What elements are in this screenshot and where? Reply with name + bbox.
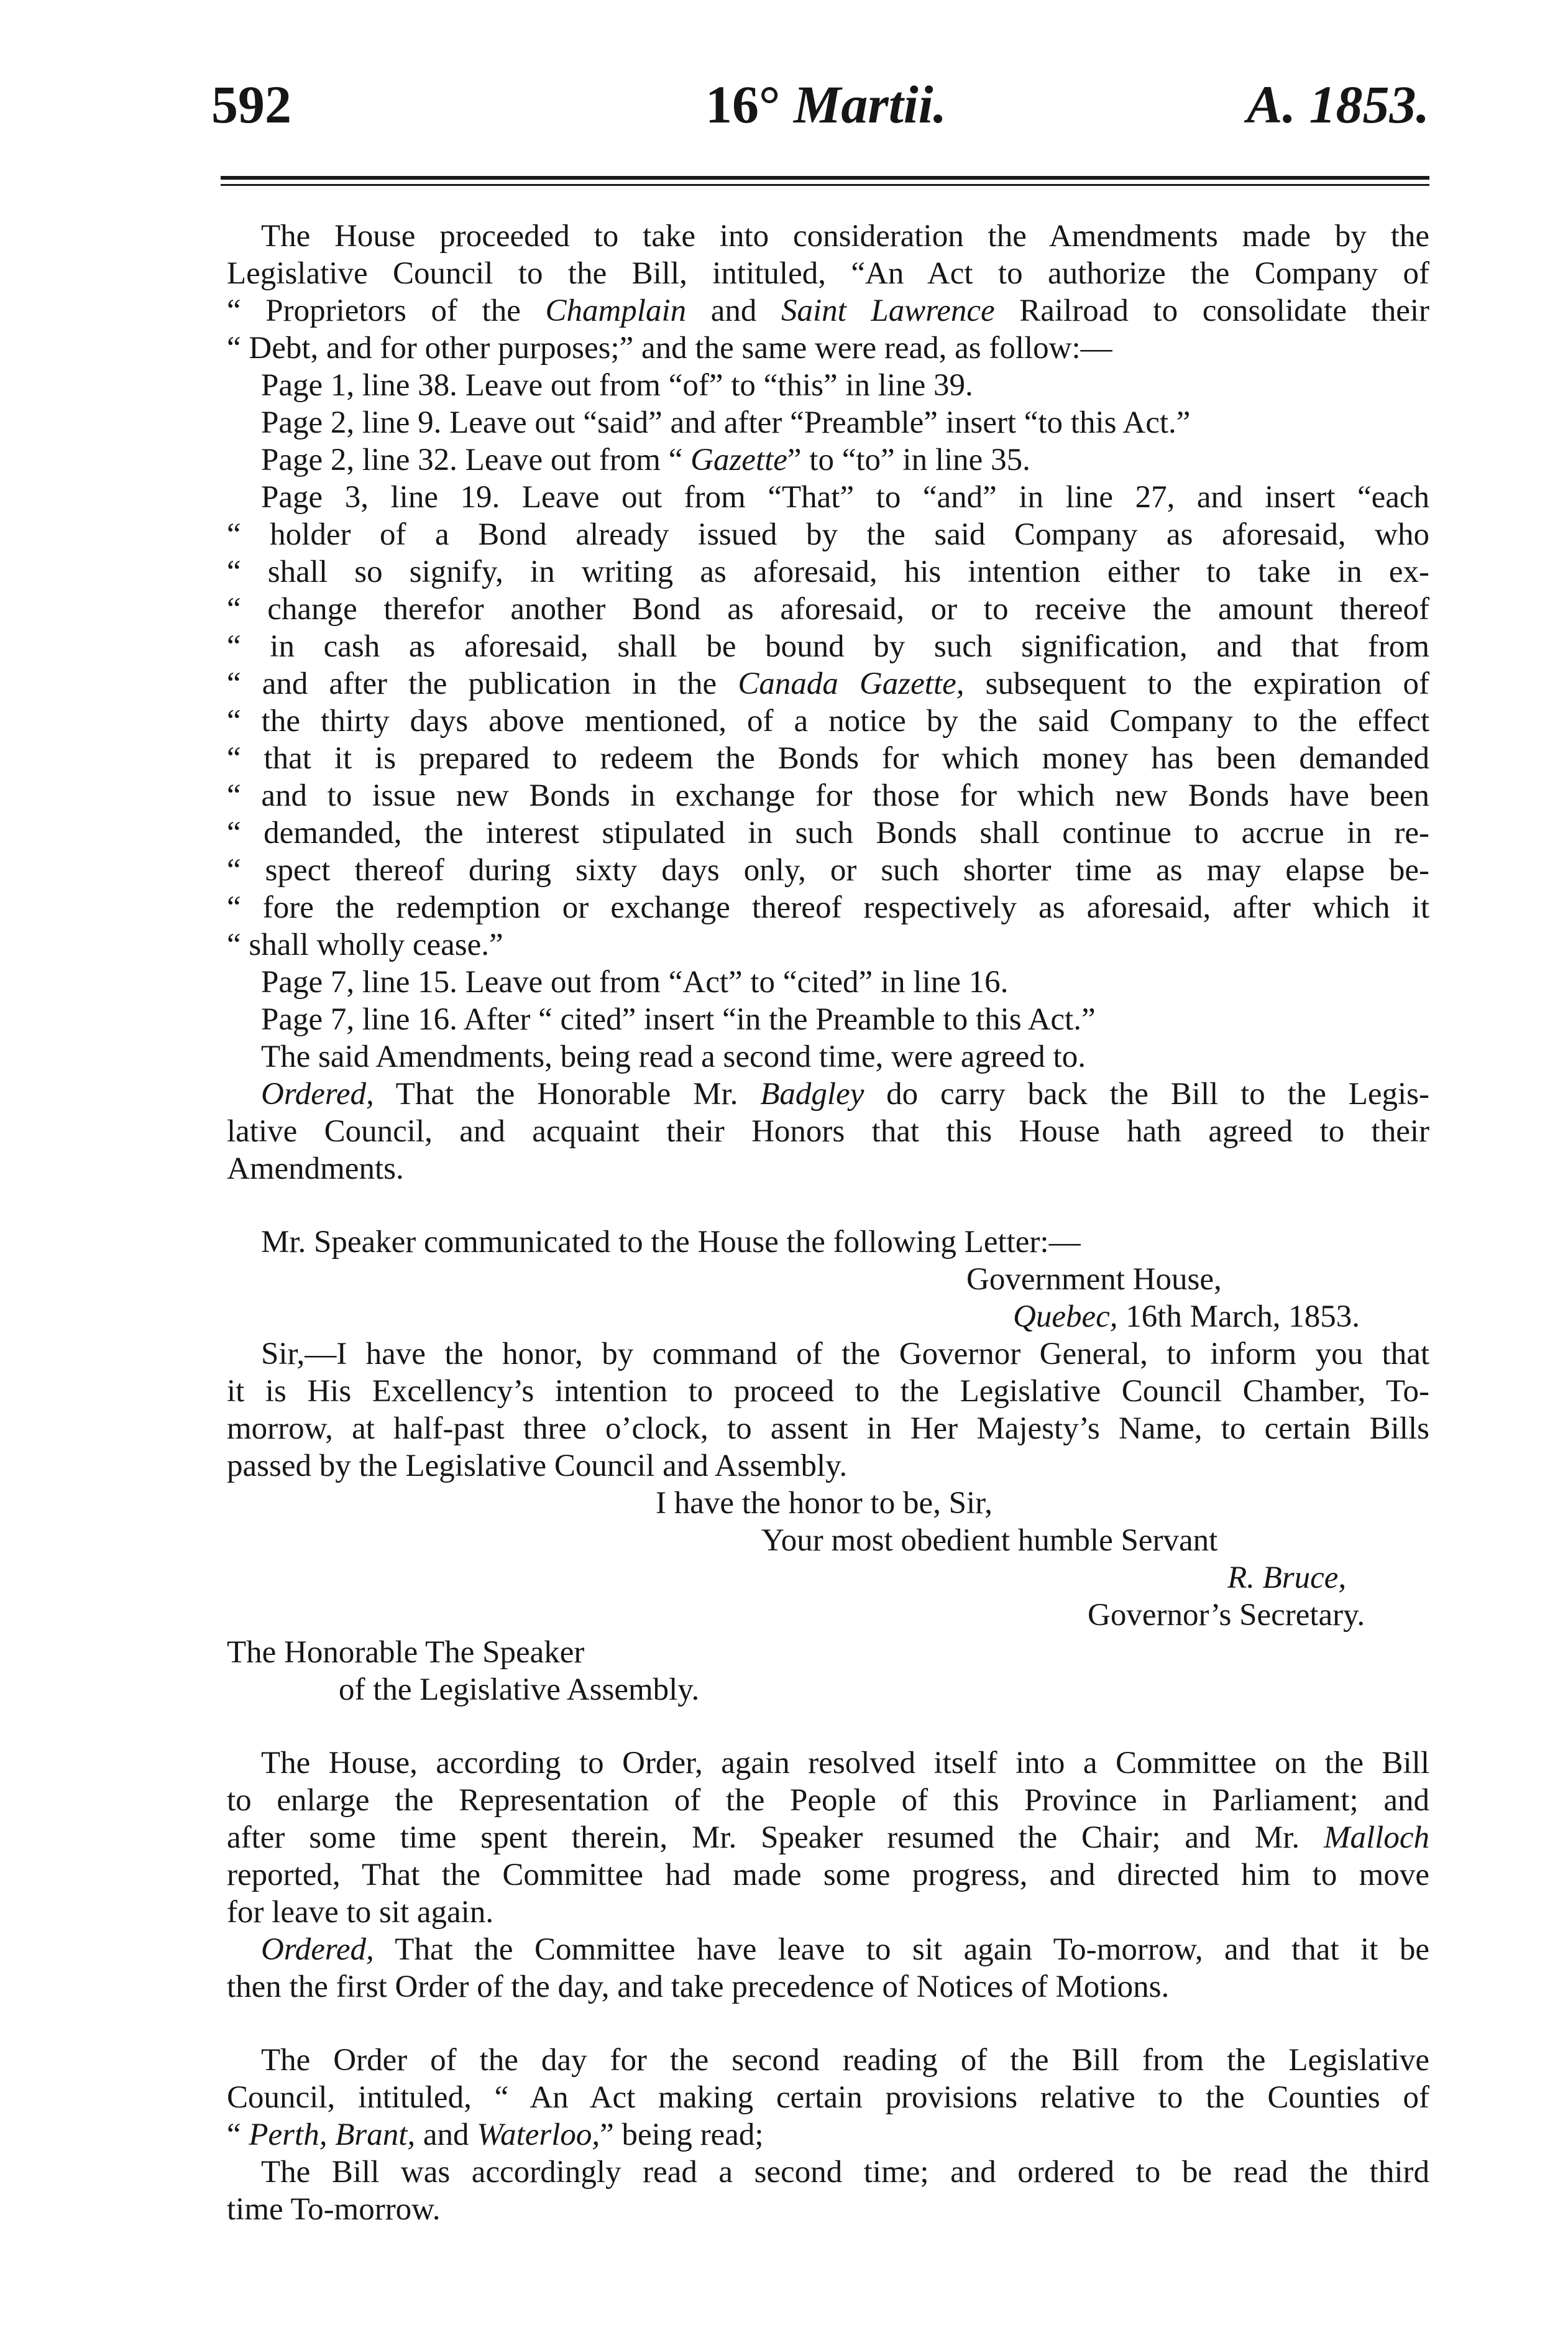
text-span: That the Committee have leave to sit again To-morrow, and that it be	[374, 1932, 1429, 1967]
quoted-line	[227, 665, 1429, 702]
text-line	[227, 1931, 1429, 1968]
italic-span: Saint Lawrence	[781, 293, 995, 328]
text-line: Legislative Council to the Bill, intituled, “An Act to authorize the Company of	[227, 256, 1429, 291]
letter-signature	[227, 1559, 1429, 1596]
text-line: The Order of the day for the second reading of the Bill from the Legislative	[261, 2043, 1429, 2078]
italic-span: Waterloo,	[477, 2117, 600, 2152]
header-date-prefix: 16°	[705, 75, 781, 134]
text-span: after some time spent therein, Mr. Speaker resumed the Chair; and Mr.	[227, 1820, 1324, 1855]
amendment-line	[227, 441, 1429, 479]
header-date	[705, 73, 947, 136]
quoted-line: “ shall wholly cease.”	[227, 928, 503, 962]
text-line: “ Debt, and for other purposes;” and the same were read, as follow:—	[227, 331, 1112, 366]
text-line: The Bill was accordingly read a second time; and ordered to be read the third	[261, 2155, 1429, 2190]
text-span: ” to “to” in line 35.	[787, 443, 1030, 477]
text-span: 16th March, 1853.	[1117, 1299, 1360, 1334]
text-span: subsequent to the expiration of	[964, 666, 1429, 701]
quoted-line: “ shall so signify, in writing as aforesaid, his intention either to take in ex-	[227, 555, 1429, 589]
text-line: The House proceeded to take into consideration the Amendments made by the	[261, 219, 1429, 254]
quoted-line: “ demanded, the interest stipulated in such Bonds shall continue to accrue in re-	[227, 816, 1429, 850]
header-rule-thin	[221, 184, 1429, 186]
text-line: Amendments.	[227, 1151, 404, 1186]
page-body	[227, 218, 1429, 2228]
text-line: Council, intituled, “ An Act making certain provisions relative to the Counties of	[227, 2080, 1429, 2115]
text-line: passed by the Legislative Council and Assembly.	[227, 1449, 848, 1483]
letter-addressee: The Honorable The Speaker	[227, 1635, 585, 1670]
text-line: for leave to sit again.	[227, 1895, 494, 1930]
text-line: time To-morrow.	[227, 2192, 441, 2227]
quoted-line: “ change therefor another Bond as aforesaid, or to receive the amount thereof	[227, 592, 1429, 627]
letter-address	[227, 1298, 1429, 1335]
quoted-line: “ the thirty days above mentioned, of a notice by the said Company to the effect	[227, 704, 1429, 739]
quoted-line: “ fore the redemption or exchange thereof respectively as aforesaid, after which it	[227, 890, 1429, 925]
text-span: do carry back the Bill to the Legis-	[864, 1077, 1429, 1112]
letter-closing: Your most obedient humble Servant	[761, 1523, 1218, 1558]
letter-addressee: of the Legislative Assembly.	[339, 1672, 700, 1707]
amendment-line: Page 1, line 38. Leave out from “of” to “this” in line 39.	[261, 368, 973, 403]
text-line: Sir,—I have the honor, by command of the Governor General, to inform you that	[261, 1337, 1429, 1371]
text-span: and	[415, 2117, 477, 2152]
italic-span: Gazette	[690, 443, 787, 477]
text-line	[227, 1819, 1429, 1856]
text-span: and	[686, 293, 781, 328]
text-line: morrow, at half-past three o’clock, to assent in Her Majesty’s Name, to certain Bills	[227, 1411, 1429, 1446]
text-line: The said Amendments, being read a second time, were agreed to.	[261, 1039, 1086, 1074]
italic-span: Malloch	[1324, 1820, 1429, 1855]
text-line	[227, 1076, 1429, 1113]
letter-closing: I have the honor to be, Sir,	[656, 1486, 993, 1521]
quoted-line: “ holder of a Bond already issued by the said Company as aforesaid, who	[227, 517, 1429, 552]
italic-span: Perth, Brant,	[249, 2117, 416, 2152]
quoted-line: “ in cash as aforesaid, shall be bound by such signification, and that from	[227, 629, 1429, 664]
text-line: then the first Order of the day, and take precedence of Notices of Motions.	[227, 1969, 1170, 2004]
quoted-line: “ spect thereof during sixty days only, or such shorter time as may elapse be-	[227, 853, 1429, 888]
amendment-line: Page 2, line 9. Leave out “said” and after “Preamble” insert “to this Act.”	[261, 405, 1191, 440]
text-span: That the Honorable Mr.	[374, 1077, 761, 1112]
amendment-line: Page 7, line 15. Leave out from “Act” to “cited” in line 16.	[261, 965, 1009, 1000]
text-line	[227, 292, 1429, 329]
quoted-line: “ and to issue new Bonds in exchange for those for which new Bonds have been	[227, 778, 1429, 813]
amendment-line: Page 7, line 16. After “ cited” insert “in the Preamble to this Act.”	[261, 1002, 1096, 1037]
letter-signatory-title: Governor’s Secretary.	[1088, 1598, 1365, 1633]
italic-span: Ordered,	[261, 1932, 374, 1967]
italic-span: R. Bruce,	[1227, 1560, 1347, 1595]
running-header	[211, 73, 1429, 142]
text-line	[227, 2116, 1429, 2153]
text-line: lative Council, and acquaint their Honors that this House hath agreed to their	[227, 1114, 1429, 1149]
text-line: reported, That the Committee had made some progress, and directed him to move	[227, 1858, 1429, 1892]
quoted-line: “ that it is prepared to redeem the Bonds for which money has been demanded	[227, 741, 1429, 776]
letter-address: Government House,	[966, 1262, 1222, 1297]
header-date-word: Martii.	[793, 75, 947, 134]
header-year: A. 1853.	[1247, 75, 1429, 134]
italic-span: Quebec,	[1013, 1299, 1118, 1334]
text-span: Railroad to consolidate their	[994, 293, 1430, 328]
text-span: Page 2, line 32. Leave out from “	[261, 443, 691, 477]
italic-span: Badgley	[760, 1077, 864, 1112]
page-number: 592	[211, 75, 291, 134]
text-line: it is His Excellency’s intention to proceed to the Legislative Council Chamber, To-	[227, 1374, 1429, 1409]
text-span: “ Proprietors of the	[227, 293, 546, 328]
text-line: The House, according to Order, again resolved itself into a Committee on the Bill	[261, 1746, 1429, 1780]
text-span: “ and after the publication in the	[227, 666, 738, 701]
text-span: ” being read;	[600, 2117, 764, 2152]
italic-span: Champlain	[545, 293, 687, 328]
italic-span: Ordered,	[261, 1077, 374, 1112]
italic-span: Canada Gazette,	[738, 666, 965, 701]
header-rule-thick	[221, 176, 1429, 180]
text-line: to enlarge the Representation of the People of this Province in Parliament; and	[227, 1783, 1429, 1818]
text-span: “	[227, 2117, 249, 2152]
text-line: Mr. Speaker communicated to the House the following Letter:—	[261, 1225, 1081, 1260]
amendment-line: Page 3, line 19. Leave out from “That” to “and” in line 27, and insert “each	[261, 480, 1429, 515]
